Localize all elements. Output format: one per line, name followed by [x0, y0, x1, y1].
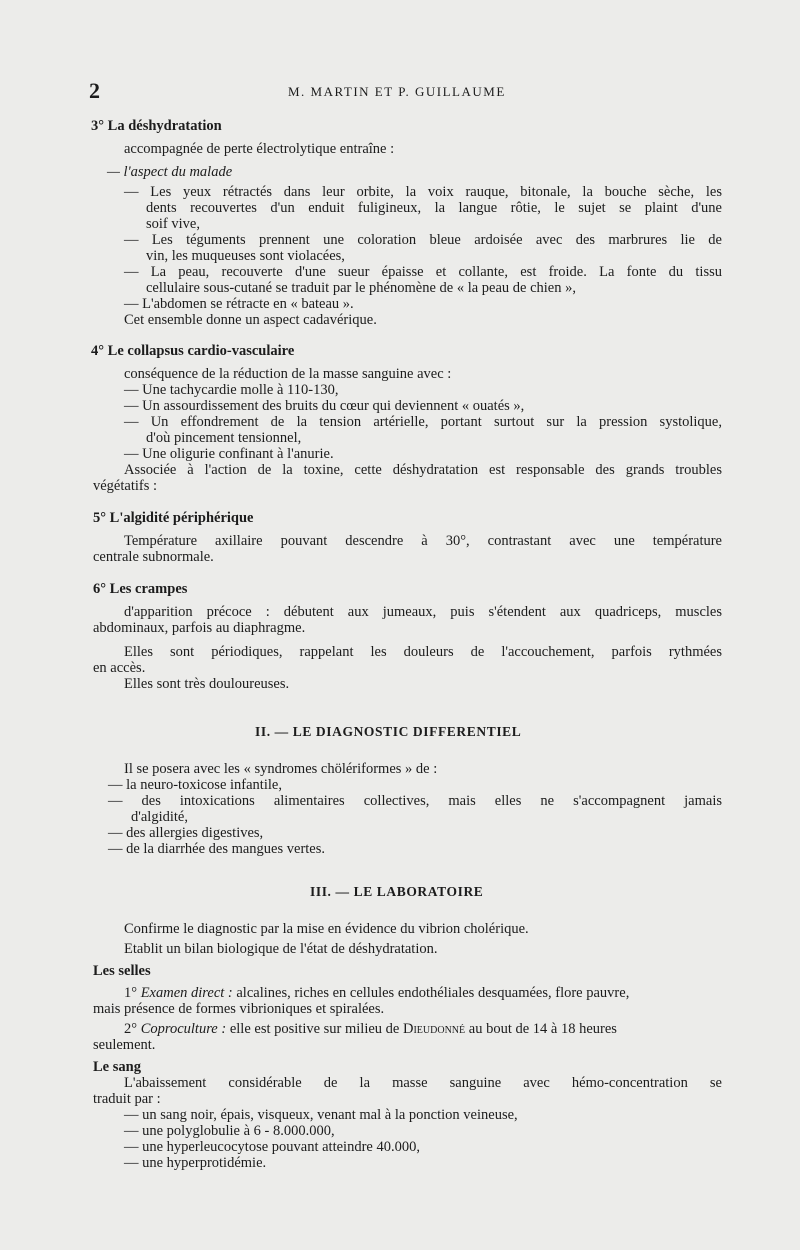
text-line: — Les yeux rétractés dans leur orbite, la voix rauque, bitonale, la bouche sèche, les [124, 184, 722, 200]
section-3-intro: accompagnée de perte électrolytique entraîne : [124, 141, 395, 157]
text-line: Elles sont très douloureuses. [124, 676, 290, 692]
text-line: — Un assourdissement des bruits du cœur qui deviennent « ouatés », [124, 398, 525, 414]
text-line: — Les téguments prennent une coloration bleue ardoisée avec des marbrures lie de [124, 232, 722, 248]
text-line: — une hyperleucocytose pouvant atteindre 40.000, [124, 1139, 420, 1155]
exam-label: Examen direct : [140, 985, 233, 1001]
text-line: centrale subnormale. [93, 549, 214, 565]
text-line: traduit par : [93, 1091, 161, 1107]
text-line: Cet ensemble donne un aspect cadavérique. [124, 312, 377, 328]
text-line: mais présence de formes vibrioniques et spiralées. [93, 1001, 385, 1017]
author-name: Dieudonné [403, 1021, 466, 1037]
heading-laboratory: III. — LE LABORATOIRE [310, 884, 484, 899]
section-3-subtitle: — l'aspect du malade [107, 164, 233, 180]
text-line: — des intoxications alimentaires collectives, mais elles ne s'accompagnent jamais [108, 793, 722, 809]
subsection-blood-title: Le sang [93, 1059, 141, 1075]
text-line: — Un effondrement de la tension artérielle, portant surtout sur la pression systolique, [124, 414, 722, 430]
running-title: M. MARTIN ET P. GUILLAUME [288, 84, 506, 99]
section-6-title: 6° Les crampes [93, 581, 188, 597]
page-number: 2 [89, 78, 100, 103]
exam-number: 1° [124, 985, 138, 1001]
text-line: — des allergies digestives, [108, 825, 264, 841]
exam-line [124, 985, 629, 1001]
text-line: d'algidité, [131, 809, 188, 825]
text-line: — une hyperprotidémie. [124, 1155, 267, 1171]
section-3-title: 3° La déshydratation [91, 118, 222, 134]
exam-text: alcalines, riches en cellules endothéliales desquamées, flore pauvre, [236, 985, 630, 1001]
text-line: Elles sont périodiques, rappelant les douleurs de l'accouchement, parfois rythmées [124, 644, 722, 660]
text-line: — une polyglobulie à 6 - 8.000.000, [124, 1123, 335, 1139]
text-line: vin, les muqueuses sont violacées, [146, 248, 345, 264]
section-5-title: 5° L'algidité périphérique [93, 510, 254, 526]
text-line: — Une tachycardie molle à 110-130, [124, 382, 339, 398]
text-line: d'apparition précoce : débutent aux jumeaux, puis s'étendent aux quadriceps, muscles [124, 604, 722, 620]
exam-label: Coproculture : [140, 1021, 227, 1037]
text-line: Etablit un bilan biologique de l'état de déshydratation. [124, 941, 438, 957]
text-line: Confirme le diagnostic par la mise en évidence du vibrion cholérique. [124, 921, 529, 937]
text-line: cellulaire sous-cutané se traduit par le phénomène de « la peau de chien », [146, 280, 576, 296]
text-line: L'abaissement considérable de la masse sanguine avec hémo-concentration se [124, 1075, 722, 1091]
text-line: — de la diarrhée des mangues vertes. [108, 841, 326, 857]
exam-line [124, 1021, 617, 1037]
exam-text: au bout de 14 à 18 heures [468, 1021, 617, 1037]
text-line: — La peau, recouverte d'une sueur épaisse et collante, est froide. La fonte du tissu [124, 264, 722, 280]
text-line: dents recouvertes d'un enduit fuligineux, la langue rôtie, le sujet se plaint d'une [146, 200, 722, 216]
text-line: abdominaux, parfois au diaphragme. [93, 620, 306, 636]
text-line: — un sang noir, épais, visqueux, venant mal à la ponction veineuse, [124, 1107, 518, 1123]
text-line: végétatifs : [93, 478, 158, 494]
text-line: — L'abdomen se rétracte en « bateau ». [124, 296, 354, 312]
text-line: — la neuro-toxicose infantile, [108, 777, 282, 793]
text-line: soif vive, [146, 216, 200, 232]
text-line: conséquence de la réduction de la masse sanguine avec : [124, 366, 452, 382]
exam-number: 2° [124, 1021, 138, 1037]
text-line: — Une oligurie confinant à l'anurie. [124, 446, 334, 462]
text-line: en accès. [93, 660, 146, 676]
section-4-title: 4° Le collapsus cardio-vasculaire [91, 343, 295, 359]
heading-differential-diagnosis: II. — LE DIAGNOSTIC DIFFERENTIEL [255, 724, 522, 739]
text-line: Température axillaire pouvant descendre à 30°, contrastant avec une température [124, 533, 722, 549]
subsection-stools-title: Les selles [93, 963, 151, 979]
text-line: d'où pincement tensionnel, [146, 430, 302, 446]
text-line: Il se posera avec les « syndromes chölériformes » de : [124, 761, 438, 777]
text-line: seulement. [93, 1037, 156, 1053]
exam-text: elle est positive sur milieu de [229, 1021, 400, 1037]
text-line: Associée à l'action de la toxine, cette déshydratation est responsable des grands troubles [124, 462, 722, 478]
